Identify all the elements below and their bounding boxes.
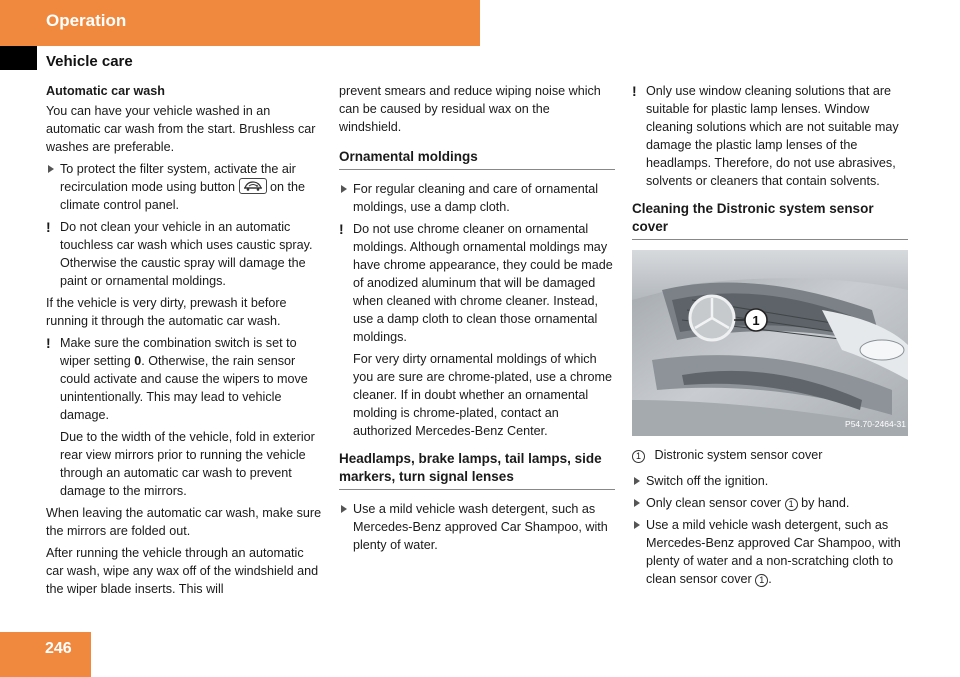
warning-icon: ! — [339, 221, 344, 237]
car-front-photo — [632, 250, 908, 436]
warning-touchless-text: Do not clean your vehicle in an automatic touchless car wash which uses caustic spray. Otherwise the caustic spray will damage the paint or ornamental moldings. — [60, 220, 313, 288]
ornamental-moldings-heading: Ornamental moldings — [339, 148, 615, 170]
ornamental-instruction: For regular cleaning and care of ornamental moldings, use a damp cloth. — [339, 180, 615, 216]
column-left — [46, 82, 322, 602]
warning-chrome — [339, 220, 615, 346]
detergent-instruction — [632, 516, 908, 588]
warning-wiper — [46, 334, 322, 424]
section-marker — [0, 46, 37, 70]
column-middle — [339, 82, 615, 558]
warning-wiper-text-a: Make sure the combination switch is set to wiper setting — [60, 336, 297, 368]
section-title: Vehicle care — [46, 53, 133, 70]
chapter-title: Operation — [46, 11, 127, 30]
photo-code: P54.70-2464-31 — [845, 419, 906, 429]
detergent-text-b: . — [768, 572, 772, 586]
lamps-instruction: Use a mild vehicle wash detergent, such as Mercedes-Benz approved Car Shampoo, with plenty of water. — [339, 500, 615, 554]
warning-icon: ! — [632, 83, 637, 99]
page-number: 246 — [45, 640, 72, 657]
wiper-setting-value: 0 — [134, 354, 142, 368]
recirculation-text-b: on the climate control panel. — [60, 180, 306, 212]
leaving-paragraph: When leaving the automatic car wash, make sure the mirrors are folded out. — [46, 506, 322, 538]
warning-chrome-text: Do not use chrome cleaner on ornamental moldings. Although ornamental moldings may have chrome appearance, they could be made of anodized aluminum that will be damaged when cleaned with chrome cleaner. Instead, use a damp cloth to clean those ornamental moldings. — [353, 222, 613, 344]
car-wash-paragraph: You can have your vehicle washed in an automatic car wash from the start. Brushless car washes are preferable. — [46, 104, 316, 154]
warning-window-cleaner — [632, 82, 908, 190]
caption-text: Distronic system sensor cover — [654, 448, 823, 462]
warning-touchless — [46, 218, 322, 290]
air-recirculation-icon — [239, 178, 267, 194]
after-wash-paragraph: After running the vehicle through an automatic car wash, wipe any wax off of the windshield and the wiper blade inserts. This will — [46, 546, 319, 596]
warning-window-text: Only use window cleaning solutions that are suitable for plastic lamp lenses. Window cleaning solutions which are not suitable may damage the plastic lamp lenses of the headlamps. Therefore, do not use abrasives, solvents or cleaners that contain solvents. — [646, 84, 899, 188]
warning-icon: ! — [46, 219, 51, 235]
hand-clean-text-a: Only clean sensor cover — [646, 496, 782, 510]
photo-caption — [632, 446, 908, 464]
recirculation-text-a: To protect the filter system, activate the air recirculation mode using button — [60, 162, 296, 194]
sensor-cover-number: 1 — [755, 574, 768, 587]
caption-number: 1 — [632, 450, 645, 463]
column-right — [632, 82, 908, 592]
car-wash-subheading: Automatic car wash — [46, 84, 165, 98]
lamps-heading: Headlamps, brake lamps, tail lamps, side markers, turn signal lenses — [339, 450, 615, 490]
prewash-paragraph: If the vehicle is very dirty, prewash it before running it through the automatic car wash. — [46, 296, 287, 328]
ignition-instruction: Switch off the ignition. — [632, 472, 908, 490]
continued-paragraph: prevent smears and reduce wiping noise which can be caused by residual wax on the windshield. — [339, 84, 601, 134]
detergent-text-a: Use a mild vehicle wash detergent, such as Mercedes-Benz approved Car Shampoo, with plenty of water and a non-scratching cloth to clean sensor cover — [646, 518, 901, 586]
warning-wiper-text-b: . Otherwise, the rain sensor could activate and cause the wipers to move unintentionally. This may lead to vehicle damage. — [60, 354, 308, 422]
distronic-heading: Cleaning the Distronic system sensor cover — [632, 200, 908, 240]
chrome-cleaner-note: For very dirty ornamental moldings of which you are sure are chrome-plated, use a chrome cleaner. If in doubt whether an ornamental molding is chrome-plated, contact an authorized Mercedes-Benz Center. — [353, 352, 613, 438]
sensor-cover-number: 1 — [785, 498, 798, 511]
car-front-illustration — [632, 250, 908, 436]
photo-callout-number: 1 — [752, 313, 760, 328]
warning-icon: ! — [46, 335, 51, 351]
mirror-fold-note: Due to the width of the vehicle, fold in exterior rear view mirrors prior to running the vehicle through an automatic car wash to prevent damage to the mirrors. — [60, 430, 315, 498]
recirculation-instruction — [46, 160, 322, 214]
hand-clean-instruction — [632, 494, 908, 512]
hand-clean-text-b: by hand. — [801, 496, 850, 510]
